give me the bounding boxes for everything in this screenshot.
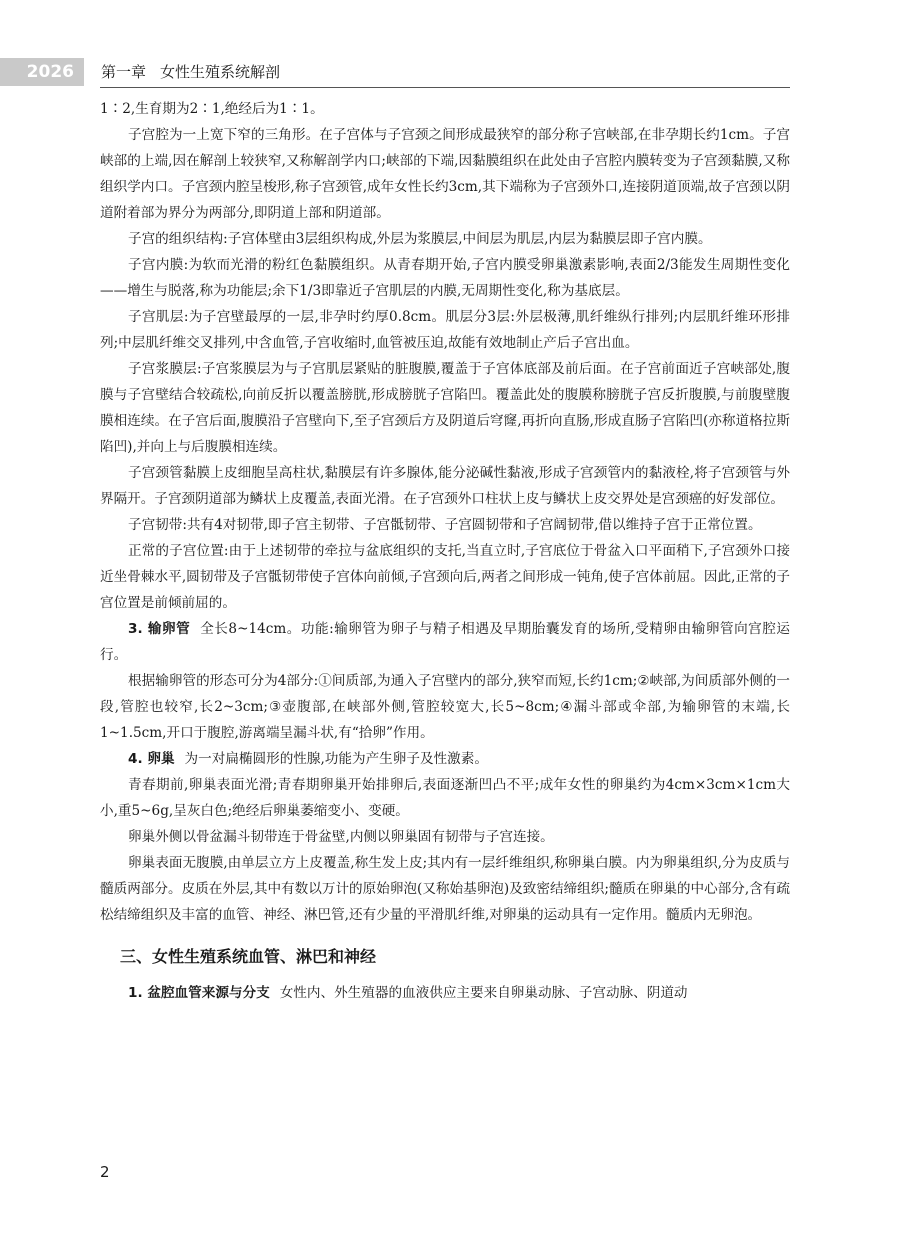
oviduct-paragraph <box>100 616 790 668</box>
ovary-text: 为一对扁椭圆形的性腺,功能为产生卵子及性激素。 <box>184 751 488 767</box>
paragraph: 1∶2,生育期为2∶1,绝经后为1∶1。 <box>100 101 324 117</box>
paragraph: 子宫浆膜层:子宫浆膜层为与子宫肌层紧贴的脏腹膜,覆盖于子宫体底部及前后面。在子宫前面近子宫峡部处,腹膜与子宫壁结合较疏松,向前反折以覆盖膀胱,形成膀胱子宫陷凹。覆盖此处的腹膜称膀胱子宫反折腹膜,与前腹壁腹膜相连续。在子宫后面,腹膜沿子宫壁向下,至子宫颈后方及阴道后穹窿,再折向直肠,形成直肠子宫陷凹(亦称道格拉斯陷凹),并向上与后腹膜相连续。 <box>100 361 790 455</box>
header-rule <box>100 87 790 88</box>
paragraph: 子宫韧带:共有4对韧带,即子宫主韧带、子宫骶韧带、子宫圆韧带和子宫阔韧带,借以维持子宫于正常位置。 <box>128 517 762 533</box>
paragraph: 卵巢外侧以骨盆漏斗韧带连于骨盆壁,内侧以卵巢固有韧带与子宫连接。 <box>128 829 554 845</box>
year-tab: 2026 <box>0 58 84 86</box>
paragraph: 卵巢表面无腹膜,由单层立方上皮覆盖,称生发上皮;其内有一层纤维组织,称卵巢白膜。内为卵巢组织,分为皮质与髓质两部分。皮质在外层,其中有数以万计的原始卵泡(又称始基卵泡)及致密结缔组织;髓质在卵巢的中心部分,含有疏松结缔组织及丰富的血管、神经、淋巴管,还有少量的平滑肌纤维,对卵巢的运动具有一定作用。髓质内无卵泡。 <box>100 855 790 923</box>
oviduct-text: 全长8~14cm。功能:输卵管为卵子与精子相遇及早期胎囊发育的场所,受精卵由输卵管向宫腔运行。 <box>100 621 790 663</box>
pelvic-paragraph <box>100 980 790 1006</box>
section-heading: 三、女性生殖系统血管、淋巴和神经 <box>120 947 377 966</box>
paragraph: 子宫肌层:为子宫壁最厚的一层,非孕时约厚0.8cm。肌层分3层:外层极薄,肌纤维纵行排列;内层肌纤维环形排列;中层肌纤维交叉排列,中含血管,子宫收缩时,血管被压迫,故能有效地制止产后子宫出血。 <box>100 309 790 351</box>
paragraph: 子宫内膜:为软而光滑的粉红色黏膜组织。从青春期开始,子宫内膜受卵巢激素影响,表面2/3能发生周期性变化——增生与脱落,称为功能层;余下1/3即靠近子宫肌层的内膜,无周期性变化,称为基底层。 <box>100 257 790 299</box>
ovary-paragraph <box>100 746 790 772</box>
paragraph: 正常的子宫位置:由于上述韧带的牵拉与盆底组织的支托,当直立时,子宫底位于骨盆入口平面稍下,子宫颈外口接近坐骨棘水平,圆韧带及子宫骶韧带使子宫体向前倾,子宫颈向后,两者之间形成一钝角,使子宫体前屈。因此,正常的子宫位置是前倾前屈的。 <box>100 543 790 611</box>
pelvic-heading: 1. 盆腔血管来源与分支 <box>128 985 270 1001</box>
body-text <box>100 96 790 1006</box>
pelvic-text: 女性内、外生殖器的血液供应主要来自卵巢动脉、子宫动脉、阴道动 <box>279 985 688 1001</box>
chapter-title: 女性生殖系统解剖 <box>160 63 281 81</box>
paragraph: 根据输卵管的形态可分为4部分:①间质部,为通入子宫壁内的部分,狭窄而短,长约1cm;②峡部,为间质部外侧的一段,管腔也较窄,长2~3cm;③壶腹部,在峡部外侧,管腔较宽大,长5~8cm;④漏斗部或伞部,为输卵管的末端,长1~1.5cm,开口于腹腔,游离端呈漏斗状,有“拾卵”作用。 <box>100 673 790 741</box>
ovary-heading: 4. 卵巢 <box>128 751 175 767</box>
page-number: 2 <box>100 1163 110 1181</box>
chapter-number: 第一章 <box>101 63 147 81</box>
oviduct-heading: 3. 输卵管 <box>128 621 191 637</box>
paragraph: 子宫腔为一上宽下窄的三角形。在子宫体与子宫颈之间形成最狭窄的部分称子宫峡部,在非孕期长约1cm。子宫峡部的上端,因在解剖上较狭窄,又称解剖学内口;峡部的下端,因黏膜组织在此处由子宫腔内膜转变为子宫颈黏膜,又称组织学内口。子宫颈内腔呈梭形,称子宫颈管,成年女性长约3cm,其下端称为子宫颈外口,连接阴道顶端,故子宫颈以阴道附着部为界分为两部分,即阴道上部和阴道部。 <box>100 127 790 221</box>
paragraph: 子宫颈管黏膜上皮细胞呈高柱状,黏膜层有许多腺体,能分泌碱性黏液,形成子宫颈管内的黏液栓,将子宫颈管与外界隔开。子宫颈阴道部为鳞状上皮覆盖,表面光滑。在子宫颈外口柱状上皮与鳞状上皮交界处是宫颈癌的好发部位。 <box>100 465 790 507</box>
paragraph: 子宫的组织结构:子宫体壁由3层组织构成,外层为浆膜层,中间层为肌层,内层为黏膜层即子宫内膜。 <box>128 231 712 247</box>
running-header <box>0 58 900 86</box>
paragraph: 青春期前,卵巢表面光滑;青春期卵巢开始排卵后,表面逐渐凹凸不平;成年女性的卵巢约为4cm×3cm×1cm大小,重5~6g,呈灰白色;绝经后卵巢萎缩变小、变硬。 <box>100 777 790 819</box>
chapter-heading <box>101 58 280 86</box>
